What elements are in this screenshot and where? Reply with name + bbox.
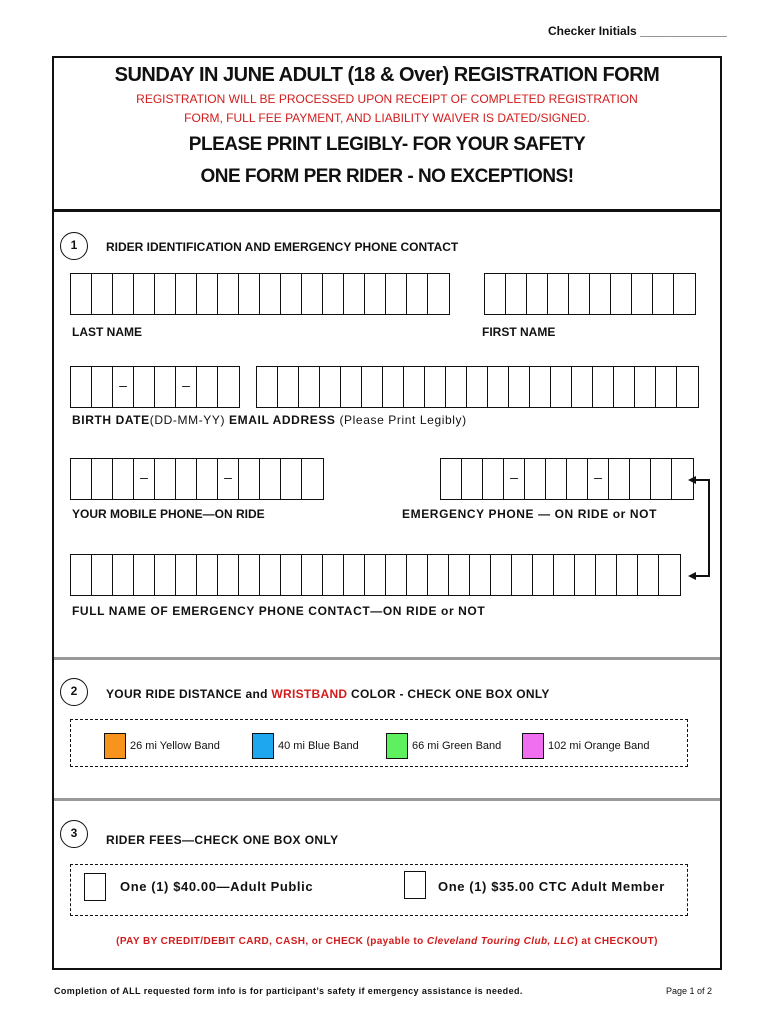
- mobile-phone-label: YOUR MOBILE PHONE—ON RIDE: [72, 507, 265, 521]
- section-2-number: 2: [60, 678, 88, 706]
- email-boxes[interactable]: [256, 366, 699, 408]
- first-name-boxes[interactable]: [484, 273, 696, 315]
- payment-note: (PAY BY CREDIT/DEBIT CARD, CASH, or CHECK (payable to Cleveland Touring Club, LLC) at CHECKOUT): [116, 936, 658, 947]
- one-form-heading: ONE FORM PER RIDER - NO EXCEPTIONS!: [200, 166, 574, 187]
- mobile-phone-boxes[interactable]: – –: [70, 458, 324, 500]
- band-swatch[interactable]: [252, 733, 274, 759]
- emergency-phone-boxes[interactable]: – –: [440, 458, 694, 500]
- band-swatch[interactable]: [386, 733, 408, 759]
- section-3-title: RIDER FEES—CHECK ONE BOX ONLY: [106, 833, 339, 847]
- birth-date-label: BIRTH DATE: [72, 413, 150, 427]
- footer-note: Completion of ALL requested form info is for participant’s safety if emergency assistance is needed.: [54, 986, 523, 996]
- fee-public-label: One (1) $40.00—Adult Public: [120, 879, 314, 894]
- email-label: EMAIL ADDRESS: [229, 413, 336, 427]
- payee-name: Cleveland Touring Club, LLC: [426, 936, 575, 947]
- connector-arrow-icon: [686, 474, 716, 582]
- last-name-label: LAST NAME: [72, 325, 142, 339]
- fee-member-checkbox[interactable]: [404, 871, 426, 899]
- section-divider-2: [54, 798, 720, 801]
- emergency-contact-boxes[interactable]: [70, 554, 681, 596]
- band-swatch[interactable]: [104, 733, 126, 759]
- email-note: (Please Print Legibly): [335, 413, 467, 427]
- fee-public-checkbox[interactable]: [84, 873, 106, 901]
- last-name-boxes[interactable]: [70, 273, 450, 315]
- section-3-number: 3: [60, 820, 88, 848]
- band-option-yellow[interactable]: 26 mi Yellow Band: [104, 733, 220, 759]
- notice-line-1: REGISTRATION WILL BE PROCESSED UPON RECEIPT OF COMPLETED REGISTRATION: [136, 92, 638, 106]
- notice-line-2: FORM, FULL FEE PAYMENT, AND LIABILITY WAIVER IS DATED/SIGNED.: [184, 111, 590, 125]
- band-option-blue[interactable]: 40 mi Blue Band: [252, 733, 359, 759]
- page-number: Page 1 of 2: [666, 986, 713, 996]
- checker-initials: Checker Initials _____________: [548, 24, 727, 38]
- section-1-number: 1: [60, 232, 88, 260]
- band-swatch[interactable]: [522, 733, 544, 759]
- band-option-orange[interactable]: 102 mi Orange Band: [522, 733, 650, 759]
- section-2-title: YOUR RIDE DISTANCE and WRISTBAND COLOR - CHECK ONE BOX ONLY: [106, 687, 550, 701]
- wristband-word: WRISTBAND: [271, 687, 348, 701]
- emergency-contact-label: FULL NAME OF EMERGENCY PHONE CONTACT—ON RIDE or NOT: [72, 604, 486, 618]
- first-name-label: FIRST NAME: [482, 325, 556, 339]
- birth-date-boxes[interactable]: – –: [70, 366, 240, 408]
- form-title: SUNDAY IN JUNE ADULT (18 & Over) REGISTRATION FORM: [114, 64, 660, 86]
- fee-member-label: One (1) $35.00 CTC Adult Member: [438, 879, 665, 894]
- section-divider-1: [54, 657, 720, 660]
- band-option-green[interactable]: 66 mi Green Band: [386, 733, 501, 759]
- print-legibly-heading: PLEASE PRINT LEGIBLY- FOR YOUR SAFETY: [188, 134, 586, 155]
- emergency-phone-label: EMERGENCY PHONE — ON RIDE or NOT: [402, 507, 658, 521]
- birth-email-label: [72, 413, 467, 427]
- birth-date-format: (DD-MM-YY): [149, 413, 226, 427]
- section-1-title: RIDER IDENTIFICATION AND EMERGENCY PHONE CONTACT: [106, 240, 459, 254]
